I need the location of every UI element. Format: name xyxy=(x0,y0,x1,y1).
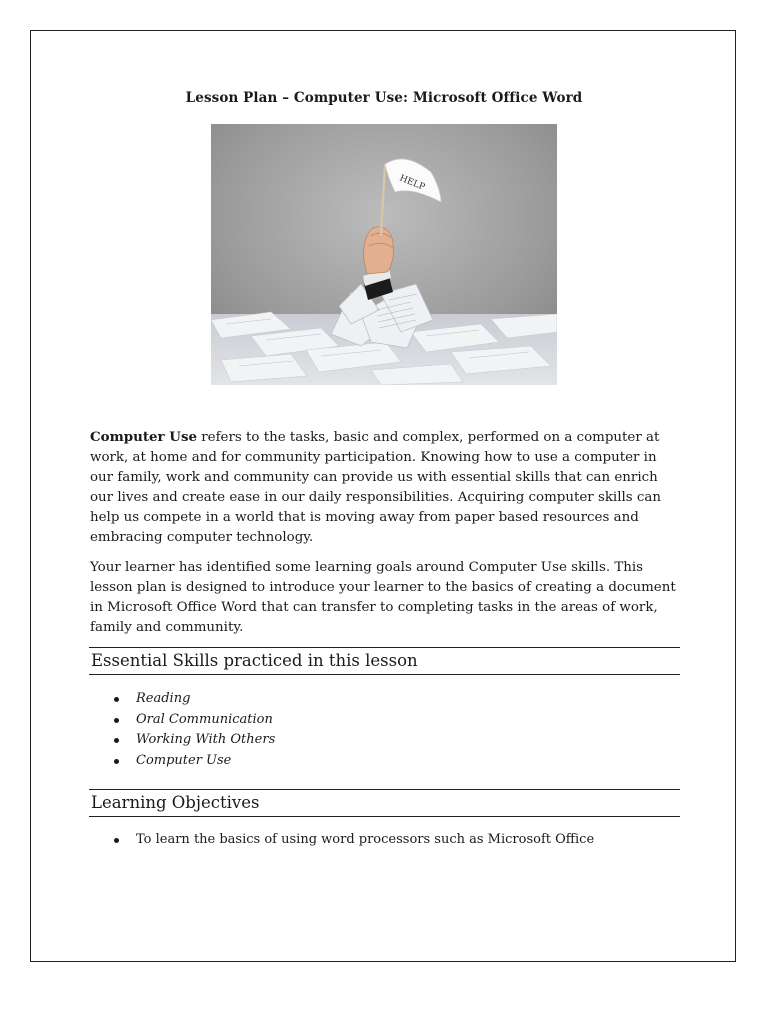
list-item: Reading xyxy=(112,689,275,710)
list-item: Oral Communication xyxy=(112,710,275,731)
help-flag-photo xyxy=(211,124,557,385)
list-item: Working With Others xyxy=(112,730,275,751)
page-title: Lesson Plan – Computer Use: Microsoft Office Word xyxy=(185,90,583,106)
objectives-heading: Learning Objectives xyxy=(89,789,680,817)
bullet-icon xyxy=(114,838,119,843)
bullet-icon xyxy=(114,718,119,723)
intro-paragraph-1 xyxy=(90,428,680,547)
intro-text xyxy=(90,428,680,649)
objectives-list xyxy=(112,830,594,851)
intro-paragraph-1-text: refers to the tasks, basic and complex, performed on a computer at work, at home and for community participation. Knowing how to use a computer in our family, work and community can provide us with essential skills that can enrich our lives and create ease in our daily responsibilities. Acquiring computer skills can help us compete in a world that is moving away from paper based resources and embracing computer technology. xyxy=(90,430,662,545)
bullet-icon xyxy=(114,697,119,702)
intro-term: Computer Use xyxy=(90,429,198,445)
flag-label: HELP xyxy=(397,173,427,193)
skills-heading: Essential Skills practiced in this lesson xyxy=(89,647,680,675)
list-item: Computer Use xyxy=(112,751,275,772)
bullet-icon xyxy=(114,738,119,743)
bullet-icon xyxy=(114,759,119,764)
skills-list xyxy=(112,689,275,772)
list-item: To learn the basics of using word processors such as Microsoft Office xyxy=(112,830,594,851)
intro-paragraph-2: Your learner has identified some learning goals around Computer Use skills. This lesson plan is designed to introduce your learner to the basics of creating a document in Microsoft Office Word that can transfer to completing tasks in the areas of work, family and community. xyxy=(90,560,676,636)
